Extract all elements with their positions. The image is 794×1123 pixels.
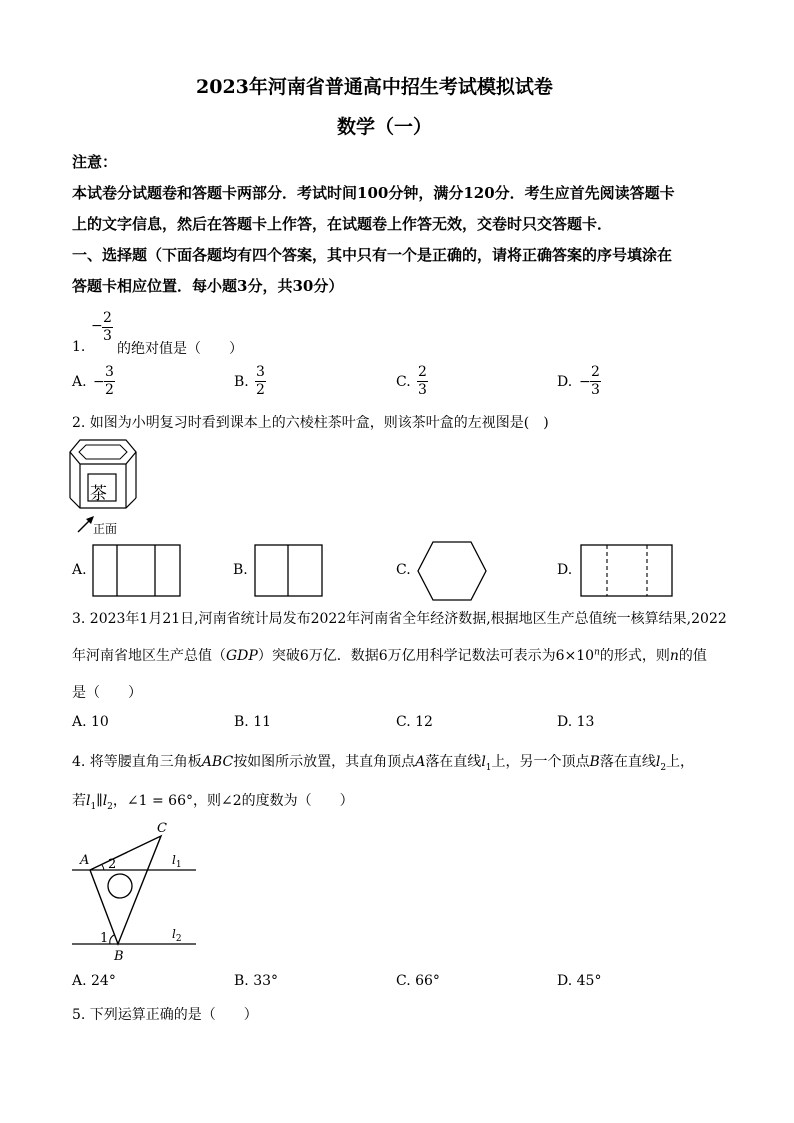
q1-option-a-label: A. (72, 374, 87, 390)
q2-option-a-figure (92, 544, 182, 598)
q1-option-c-label: C. (396, 374, 411, 390)
q3-option-c: C. 12 (396, 714, 433, 730)
q4-line-l: l (481, 754, 486, 770)
q4-line-2-part-a: 若 (72, 793, 86, 809)
notice-line-2: 上的文字信息，然后在答题卡上作答，在试题卷上作答无效，交卷时只交答题卡． (72, 215, 613, 233)
q1-option-c-denominator: 3 (418, 382, 427, 398)
q1-option-b-denominator: 2 (256, 382, 265, 398)
q4-line-1-part-c: 落在直线 (425, 754, 482, 770)
page-title: 2023年河南省普通高中招生考试模拟试卷 (196, 76, 553, 98)
q4-option-d: D. 45° (557, 973, 602, 989)
q3-option-b: B. 11 (234, 714, 272, 730)
q1-option-a-sign: − (93, 374, 105, 390)
notice-label: 注意： (72, 153, 118, 171)
label-a: A (80, 853, 90, 868)
q4-line-2-l2: l (102, 793, 108, 809)
q4-line-1-part-d: 上，另一个顶点 (491, 754, 590, 770)
q1-fraction-denominator: 3 (103, 328, 112, 344)
q4-line-2-part-c: ，∠1 = 66°，则∠2的度数为（ ） (112, 793, 354, 809)
q1-option-d-numerator: 2 (591, 364, 600, 380)
q1-option-d-fraction (590, 364, 601, 399)
q3-line-2-part-d: 的值 (678, 648, 707, 664)
q4-line-l-2: l (655, 754, 661, 770)
front-view-label: 正面 (93, 522, 118, 536)
q4-option-c: C. 66° (396, 973, 440, 989)
tea-character: 茶 (90, 484, 107, 504)
q3-option-a: A. 10 (72, 714, 109, 730)
q4-option-b: B. 33° (234, 973, 279, 989)
q4-line-2 (72, 790, 354, 812)
q4-point-b: B (589, 754, 600, 770)
q3-line-2-part-b: ）突破6万亿．数据6万亿用科学记数法可表示为6×10 (257, 648, 595, 664)
q2-option-d-figure (580, 544, 674, 598)
angle-1-arc (110, 935, 114, 944)
label-l2 (172, 927, 182, 944)
q1-option-b-numerator: 3 (256, 364, 265, 380)
q4-line-1-part-b: 按如图所示放置，其直角顶点 (233, 754, 416, 770)
page-subtitle: 数学（一） (337, 116, 433, 138)
q2-option-b-label: B. (233, 562, 248, 578)
q4-line-2-l1-subscript: 1 (90, 801, 97, 812)
q4-line-2-l2-subscript: 2 (107, 801, 113, 812)
label-c: C (157, 821, 167, 836)
q2-option-c-label: C. (396, 562, 411, 578)
q3-line-3: 是（ ） (72, 685, 142, 701)
section-heading-line-1: 一、选择题（下面各题均有四个答案，其中只有一个是正确的，请将正确答案的序号填涂在 (72, 246, 673, 264)
q4-line-l-subscript-1: 1 (485, 762, 492, 773)
q4-parallel-symbol: ∥ (96, 793, 103, 809)
q2-text: 2. 如图为小明复习时看到课本上的六棱柱茶叶盒，则该茶叶盒的左视图是( ) (72, 415, 549, 431)
q4-line-1 (72, 751, 694, 773)
label-angle-2: 2 (108, 857, 117, 872)
q3-line-1: 3. 2023年1月21日,河南省统计局发布2022年河南省全年经济数据,根据地区生产总值统一核算结果,2022 (72, 611, 727, 627)
q4-line-1-part-e: 落在直线 (599, 754, 656, 770)
triangle-abc (90, 836, 161, 944)
q3-line-2 (72, 645, 707, 665)
tea-box-lid-outer (70, 440, 136, 464)
q2-option-a-label: A. (72, 562, 87, 578)
q4-triangle-figure (68, 818, 200, 964)
q1-option-d-denominator: 3 (591, 382, 600, 398)
q2-option-d-label: D. (557, 562, 573, 578)
q4-line-2-l1: l (86, 793, 91, 809)
q5-text: 5. 下列运算正确的是（ ） (72, 1007, 258, 1023)
q1-number: 1. (72, 339, 86, 355)
angle-2-arc (102, 865, 104, 870)
q4-line-1-part-a: 4. 将等腰直角三角板 (72, 754, 202, 770)
notice-line-1: 本试卷分试题卷和答题卡两部分．考试时间100分钟，满分120分．考生应首先阅读答题卡 (72, 184, 675, 202)
label-l1-letter: l (172, 853, 176, 867)
section-heading-line-2: 答题卡相应位置．每小题3分，共30分） (72, 277, 344, 295)
q1-option-d-sign: − (579, 374, 591, 390)
q4-line-1-part-f: 上， (666, 754, 695, 770)
q3-gdp: GDP (226, 648, 258, 664)
q1-option-a-denominator: 2 (105, 382, 114, 398)
q1-option-a-fraction (104, 364, 115, 399)
q3-line-2-part-a: 年河南省地区生产总值（ (72, 648, 226, 664)
q2-option-b-figure (254, 544, 324, 598)
q1-option-b-fraction (255, 364, 266, 399)
q1-option-a-numerator: 3 (105, 364, 114, 380)
label-l1-subscript: 1 (175, 860, 182, 870)
q4-point-a: A (415, 754, 426, 770)
q3-variable-n: n (669, 648, 679, 664)
q4-option-a: A. 24° (72, 973, 116, 989)
q4-triangle-abc: ABC (201, 754, 234, 770)
q1-text: 的绝对值是（ ） (117, 341, 243, 357)
tea-box-lid-inner (79, 445, 127, 459)
q1-option-c-fraction (417, 364, 428, 399)
label-l2-subscript: 2 (175, 934, 182, 944)
label-l2-letter: l (172, 927, 176, 941)
q1-option-b-label: B. (234, 374, 249, 390)
q2-option-c-figure (416, 540, 488, 602)
q1-minus: − (91, 318, 103, 334)
q1-fraction-numerator: 2 (103, 310, 112, 326)
triangle-hole (108, 874, 132, 898)
label-l1 (172, 853, 182, 870)
q1-fraction (102, 310, 113, 345)
q3-option-d: D. 13 (557, 714, 595, 730)
q1-option-d-label: D. (557, 374, 573, 390)
q3-line-2-part-c: 的形式，则 (599, 648, 670, 664)
q3-exponent: n (594, 647, 600, 658)
q4-line-l-subscript-2: 2 (660, 762, 667, 773)
q1-option-c-numerator: 2 (418, 364, 427, 380)
label-angle-1: 1 (100, 931, 109, 946)
label-b: B (114, 949, 124, 964)
